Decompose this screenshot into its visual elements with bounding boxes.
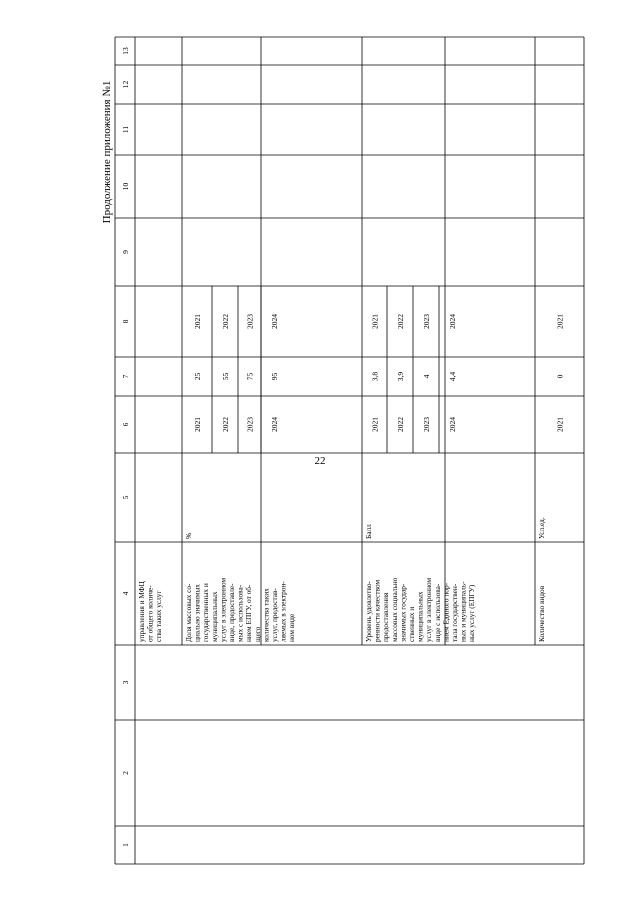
column-number-13: 13 <box>121 47 130 55</box>
value-cell: 95 <box>270 372 279 381</box>
year-end-cell: 2021 <box>193 314 202 329</box>
column-number-3: 3 <box>121 680 130 685</box>
year-end-cell: 2021 <box>370 314 380 329</box>
value-cell: 55 <box>221 372 230 381</box>
indicator-line: управления и МФЦ <box>137 581 146 642</box>
indicator-line: услуг в электронном <box>218 577 228 642</box>
indicator-line: щего <box>252 626 262 642</box>
value-cell: 0 <box>555 374 565 379</box>
indicator-line: ляемых в электрон- <box>278 581 288 642</box>
year-end-cell: 2023 <box>422 314 431 329</box>
column-number-8: 8 <box>121 319 130 324</box>
value-cell: 75 <box>245 372 255 381</box>
value-cell: 4 <box>422 374 431 379</box>
year-cell: 2023 <box>422 417 431 432</box>
value-cell: 25 <box>193 372 202 381</box>
year-end-cell: 2024 <box>448 314 457 329</box>
column-number-1: 1 <box>121 843 130 847</box>
year-end-cell: 2021 <box>555 314 565 329</box>
year-cell: 2022 <box>221 417 230 432</box>
year-cell: 2023 <box>245 417 255 432</box>
table-grid <box>115 37 584 864</box>
indicator-line: предоставления <box>381 592 391 642</box>
year-end-cell: 2022 <box>396 314 405 329</box>
table-caption: Продолжение приложения №1 <box>101 80 113 224</box>
indicator-line: виде, предоставле- <box>227 583 236 642</box>
table-cells <box>121 47 565 847</box>
indicator-line: услуг, предостав- <box>270 588 279 642</box>
value-cell: 3,8 <box>370 371 380 382</box>
unit-cell: Балл <box>364 524 373 539</box>
year-cell: 2024 <box>270 417 279 432</box>
year-end-cell: 2022 <box>221 314 230 329</box>
indicator-line: мых с использова- <box>235 584 245 642</box>
year-end-cell: 2024 <box>270 314 279 329</box>
indicator-line: муниципальных <box>415 591 425 642</box>
column-number-11: 11 <box>121 125 130 134</box>
indicator-line: ных и муниципаль- <box>458 581 468 642</box>
indicator-line: ных услуг (ЕПГУ) <box>467 584 477 642</box>
column-number-7: 7 <box>121 374 130 379</box>
year-end-cell: 2023 <box>245 314 255 329</box>
indicator-line: циально значимых <box>192 584 202 642</box>
indicator-line: Количество видов <box>537 585 546 642</box>
year-cell: 2021 <box>555 417 565 432</box>
unit-cell: % <box>184 532 193 539</box>
indicator-line: Уровень удовлетво- <box>364 581 373 642</box>
indicator-line: тала государствен- <box>450 583 459 642</box>
indicator-line: нием ЕПГУ, от об- <box>244 584 254 642</box>
indicator-line: Доля массовых со- <box>184 583 193 642</box>
indicator-line: услуг в электронном <box>424 577 434 642</box>
value-cell: 3,9 <box>396 371 405 382</box>
indicator-line: количества таких <box>261 588 271 642</box>
page-number: 22 <box>314 455 326 467</box>
indicator-line: виде с использова- <box>432 583 442 642</box>
year-cell: 2021 <box>370 417 380 432</box>
indicator-line: ства таких услуг <box>154 590 164 642</box>
indicator-line: ном виде <box>287 613 297 642</box>
unit-cell: Усл.ед. <box>537 517 546 539</box>
year-cell: 2024 <box>448 417 457 432</box>
indicator-line: значимых государ- <box>398 583 408 642</box>
value-cell: 4,4 <box>448 371 457 382</box>
column-number-2: 2 <box>121 771 130 775</box>
column-number-5: 5 <box>121 495 130 500</box>
indicator-line: ственных и <box>407 606 416 642</box>
column-number-4: 4 <box>121 591 130 596</box>
indicator-line: от общего количе- <box>145 585 155 642</box>
indicator-line: ренности качеством <box>372 579 382 642</box>
indicator-line: нием Единого пор- <box>441 582 451 642</box>
column-number-6: 6 <box>121 422 130 427</box>
year-cell: 2021 <box>193 417 202 432</box>
column-number-9: 9 <box>121 250 130 254</box>
indicator-line: государственных и <box>201 583 211 642</box>
indicator-line: массовых социально <box>389 577 399 642</box>
indicator-line: муниципальных <box>209 591 219 642</box>
column-number-10: 10 <box>121 182 130 191</box>
column-number-12: 12 <box>121 80 130 89</box>
year-cell: 2022 <box>396 417 405 432</box>
